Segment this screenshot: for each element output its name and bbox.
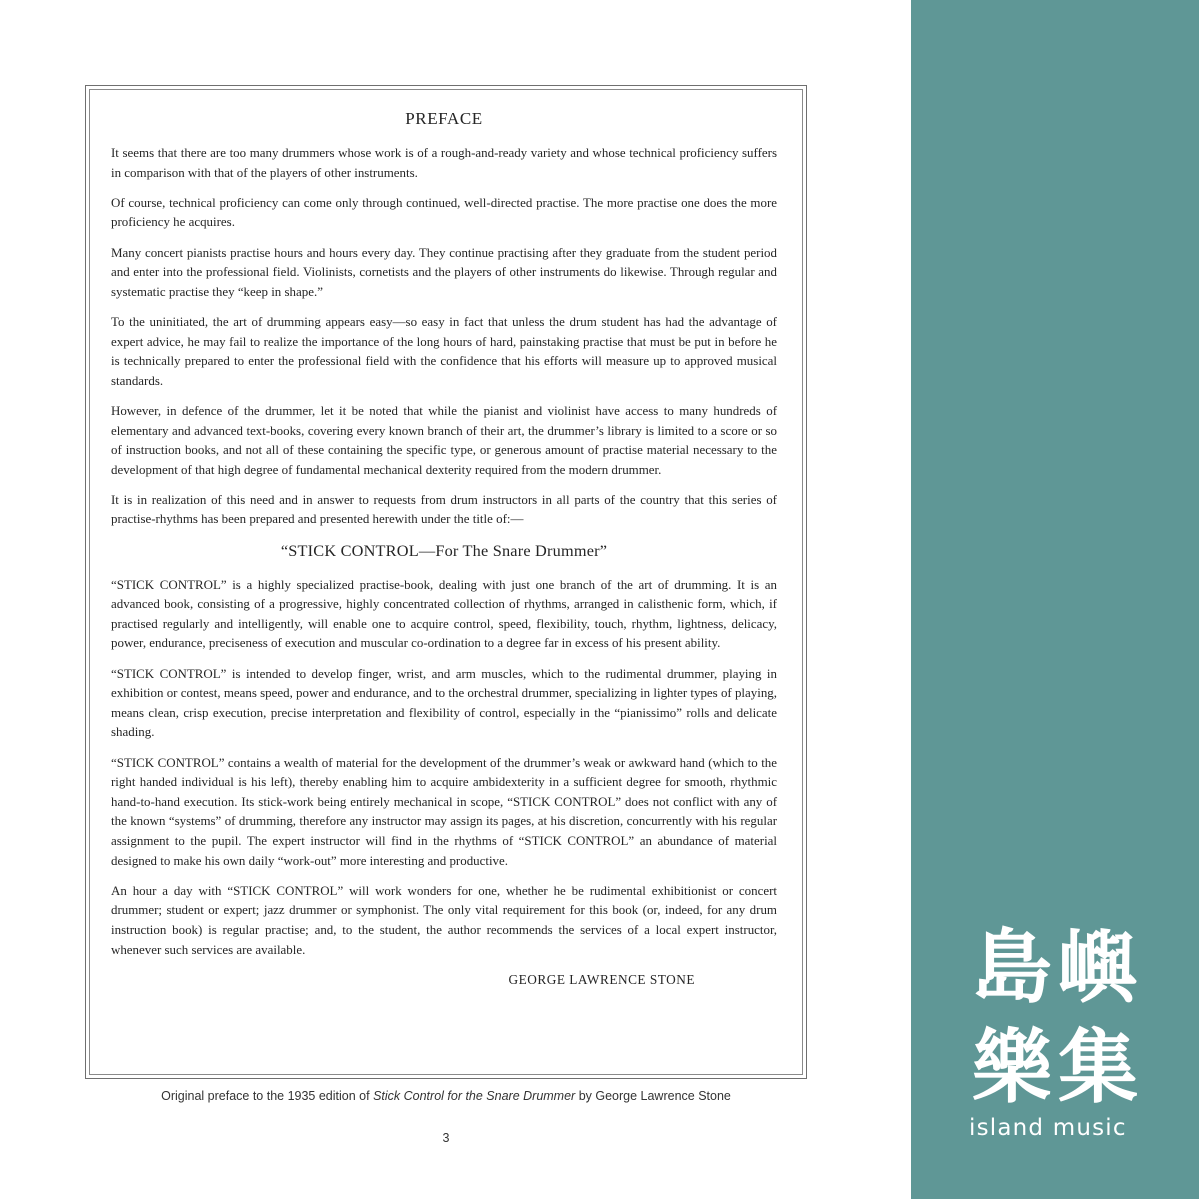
- logo-char: 島: [972, 921, 1052, 1014]
- paragraph: Of course, technical proficiency can come only through continued, well-directed practise. The more practise one does the more proficiency he acquires.: [111, 194, 777, 230]
- paragraph: To the uninitiated, the art of drumming appears easy—so easy in fact that unless the drum student has had the advantage of expert advice, he may fail to realize the importance of the long hours of hard, painstaking practise that must be put in before he is technically prepared to enter the professional field with the confidence that his efforts will measure up to approved musical standards.: [111, 313, 777, 388]
- logo-wordmark: island music: [969, 1115, 1127, 1141]
- island-music-logo: [969, 921, 1149, 1141]
- page-number: 3: [442, 1131, 450, 1145]
- preface-title: PREFACE: [405, 109, 483, 128]
- logo-char: 集: [1058, 1021, 1138, 1114]
- caption-prefix: Original preface to the 1935 edition of: [161, 1089, 374, 1103]
- caption-book-title: Stick Control for the Snare Drummer: [373, 1089, 576, 1103]
- paragraph: An hour a day with “STICK CONTROL” will work wonders for one, whether he be rudimental exhibitionist or concert drummer; student or expert; jazz drummer or symphonist. The only vital requirement for this book (or, indeed, for any drum instruction book) is regular practise; and, to the student, the author recommends the services of a local expert instructor, whenever such services are available.: [111, 882, 777, 957]
- logo-char: 樂: [972, 1021, 1052, 1114]
- book-title-heading: “STICK CONTROL—For The Snare Drummer”: [280, 540, 608, 560]
- paragraph: It seems that there are too many drummers whose work is of a rough-and-ready variety and whose technical proficiency suffers in comparison with that of the players of other instruments.: [111, 145, 777, 180]
- paragraph: “STICK CONTROL” is intended to develop finger, wrist, and arm muscles, which to the rudimental drummer, playing in exhibition or contest, means speed, power and endurance, and to the orchestral drummer, specializing in lighter types of playing, means clean, crisp execution, precise interpretation and flexibility of control, especially in the “pianissimo” rolls and delicate shading.: [111, 665, 777, 740]
- paragraph: It is in realization of this need and in answer to requests from drum instructors in all parts of the country that this series of practise-rhythms has been prepared and presented herewith under the title of:—: [111, 491, 777, 527]
- logo-char: 嶼: [1058, 921, 1138, 1014]
- brand-side-panel: [911, 0, 1199, 1199]
- paragraph: “STICK CONTROL” contains a wealth of material for the development of the drummer’s weak or awkward hand (which to the right handed individual is his left), thereby enabling him to acquire ambidexterity in a sufficient degree for smooth, rhythmic hand-to-hand execution. Its stick-work being entirely mechanical in scope, “STICK CONTROL” does not conflict with any of the known “systems” of drumming, therefore any instructor may assign its pages, at his discretion, concurrently with his regular assignment to the pupil. The expert instructor will find in the rhythms of “STICK CONTROL” an abundance of material designed to make his own daily “work-out” more interesting and productive.: [111, 754, 777, 868]
- page-caption: [85, 1089, 807, 1103]
- paragraph: “STICK CONTROL” is a highly specialized practise-book, dealing with just one branch of the art of drumming. It is an advanced book, consisting of a progressive, highly concentrated collection of rhythms, arranged in calisthenic form, which, if practised regularly and intelligently, will enable one to acquire control, speed, flexibility, touch, rhythm, lightness, delicacy, power, endurance, preciseness of execution and muscular co-ordination to a degree far in excess of his present ability.: [111, 576, 777, 651]
- preface-content: [111, 108, 777, 990]
- paragraph: Many concert pianists practise hours and hours every day. They continue practising after they graduate from the student period and enter into the professional field. Violinists, cornetists and the players of other instruments do likewise. Through regular and systematic practise they “keep in shape.”: [111, 244, 777, 299]
- author-signature: GEORGE LAWRENCE STONE: [508, 971, 695, 987]
- preface-frame: [85, 85, 807, 1079]
- paragraph: However, in defence of the drummer, let it be noted that while the pianist and violinist have access to many hundreds of elementary and advanced text-books, covering every known branch of their art, the drummer’s library is limited to a score or so of instruction books, and not all of these containing the specific type, or generous amount of practise material necessary to the development of that high degree of fundamental mechanical dexterity required from the modern drummer.: [111, 402, 777, 477]
- caption-suffix: by George Lawrence Stone: [575, 1089, 731, 1103]
- logo-cjk-characters: [969, 921, 1149, 1114]
